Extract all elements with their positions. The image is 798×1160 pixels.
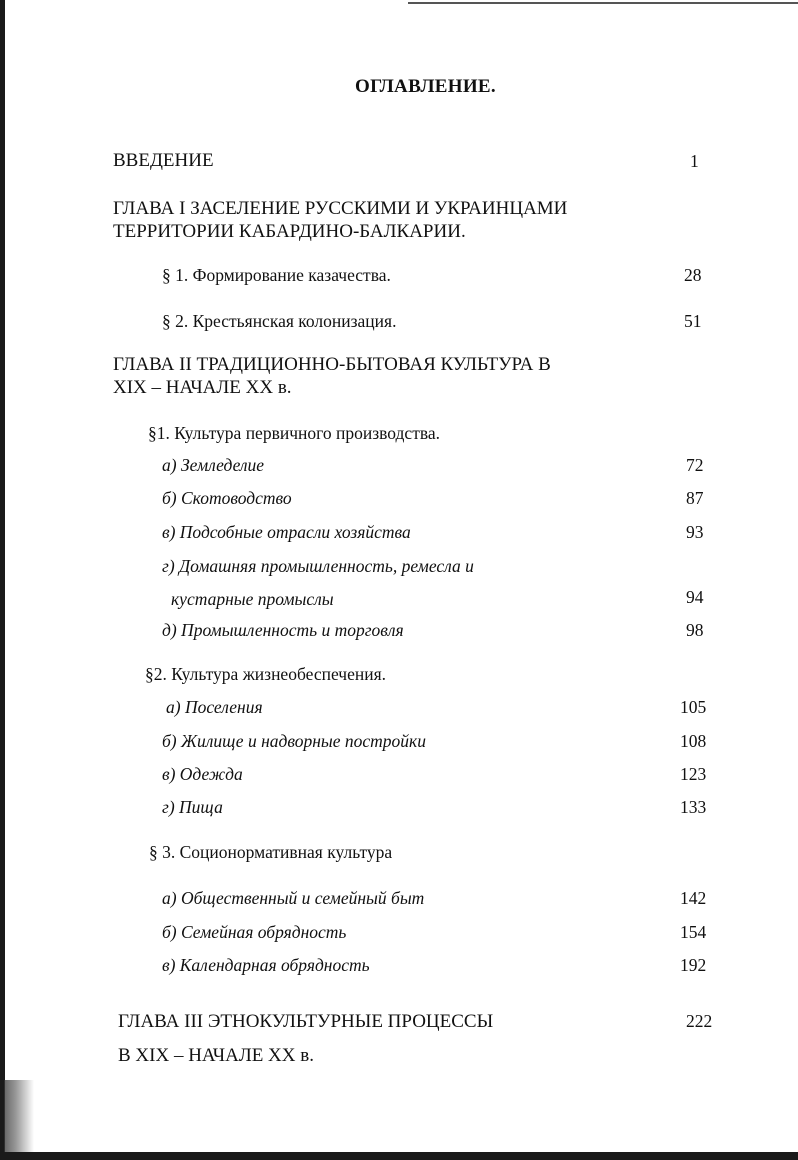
toc-intro-label: ВВЕДЕНИЕ bbox=[113, 150, 214, 171]
toc-ch2-s1-d-label: д) Промышленность и торговля bbox=[162, 620, 404, 640]
toc-ch2-s1-g-line2: кустарные промыслы bbox=[171, 589, 334, 609]
toc-ch2-s1-v-page: 93 bbox=[686, 522, 704, 542]
chapter-2-title-line1: ГЛАВА II ТРАДИЦИОННО-БЫТОВАЯ КУЛЬТУРА В bbox=[113, 354, 551, 375]
page-title: ОГЛАВЛЕНИЕ. bbox=[355, 76, 496, 97]
toc-ch2-s3-v-label: в) Календарная обрядность bbox=[162, 955, 370, 975]
chapter-3-title-line2: В XIX – НАЧАЛЕ XX в. bbox=[118, 1045, 314, 1066]
toc-ch2-s2-v-page: 123 bbox=[680, 764, 707, 784]
scan-top-edge bbox=[408, 2, 798, 4]
toc-ch2-s2-a-label: а) Поселения bbox=[166, 697, 263, 717]
toc-ch2-s1-a-page: 72 bbox=[686, 455, 704, 475]
toc-ch2-s2-b-page: 108 bbox=[680, 731, 707, 751]
toc-ch2-s3-b-page: 154 bbox=[680, 922, 707, 942]
toc-ch2-s1-a-label: а) Земледелие bbox=[162, 455, 265, 475]
scan-left-edge bbox=[0, 0, 5, 1160]
toc-ch1-s1-page: 28 bbox=[684, 265, 702, 285]
toc-ch2-s1-v-label: в) Подсобные отрасли хозяйства bbox=[162, 522, 411, 542]
chapter-1-title-line2: ТЕРРИТОРИИ КАБАРДИНО-БАЛКАРИИ. bbox=[113, 221, 466, 242]
toc-ch2-s2-g-label: г) Пища bbox=[162, 797, 223, 817]
toc-ch2-s3-a-label: а) Общественный и семейный быт bbox=[162, 888, 425, 908]
chapter-3-page: 222 bbox=[686, 1011, 713, 1031]
toc-ch2-s2-a-page: 105 bbox=[680, 697, 707, 717]
toc-ch2-s3-label: § 3. Соционормативная культура bbox=[149, 842, 393, 862]
toc-ch2-s1-g-page: 94 bbox=[686, 587, 704, 607]
toc-ch2-s1-b-label: б) Скотоводство bbox=[162, 488, 292, 508]
toc-ch2-s3-v-page: 192 bbox=[680, 955, 707, 975]
toc-ch2-s1-label: §1. Культура первичного производства. bbox=[148, 423, 441, 443]
chapter-2-title-line2: XIX – НАЧАЛЕ XX в. bbox=[113, 377, 292, 398]
toc-ch2-s2-v-label: в) Одежда bbox=[162, 764, 243, 784]
chapter-3-title-line1: ГЛАВА III ЭТНОКУЛЬТУРНЫЕ ПРОЦЕССЫ bbox=[118, 1011, 494, 1032]
toc-ch1-s2-page: 51 bbox=[684, 311, 702, 331]
toc-ch2-s1-g-line1: г) Домашняя промышленность, ремесла и bbox=[162, 556, 474, 576]
toc-ch2-s1-d-page: 98 bbox=[686, 620, 704, 640]
toc-ch2-s2-b-label: б) Жилище и надворные постройки bbox=[162, 731, 426, 751]
toc-ch1-s1-label: § 1. Формирование казачества. bbox=[162, 265, 391, 285]
toc-ch2-s3-b-label: б) Семейная обрядность bbox=[162, 922, 347, 942]
toc-ch2-s3-a-page: 142 bbox=[680, 888, 707, 908]
toc-ch2-s2-g-page: 133 bbox=[680, 797, 707, 817]
scan-bottom-edge bbox=[0, 1152, 798, 1160]
chapter-1-title-line1: ГЛАВА I ЗАСЕЛЕНИЕ РУССКИМИ И УКРАИНЦАМИ bbox=[113, 198, 568, 219]
toc-intro-page: 1 bbox=[690, 151, 699, 171]
toc-ch2-s1-b-page: 87 bbox=[686, 488, 704, 508]
toc-ch1-s2-label: § 2. Крестьянская колонизация. bbox=[162, 311, 397, 331]
scan-smudge bbox=[4, 1080, 34, 1152]
toc-ch2-s2-label: §2. Культура жизнеобеспечения. bbox=[145, 664, 387, 684]
